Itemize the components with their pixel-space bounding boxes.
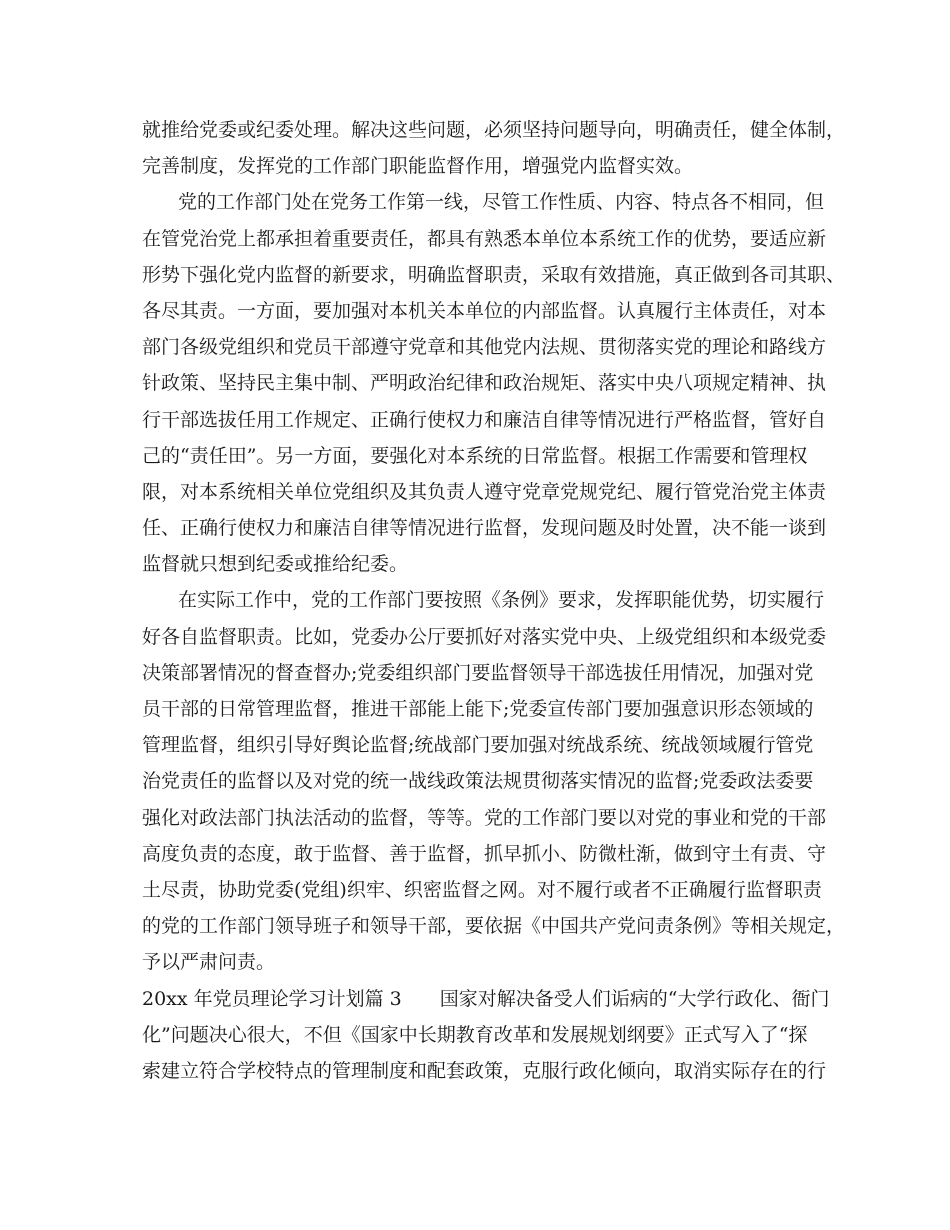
text-line: 任、正确行使权力和廉洁自律等情况进行监督，发现问题及时处置，决不能一谈到 [142,517,827,540]
text-line: 化”问题决心很大，不但《国家中长期教育改革和发展规划纲要》正式写入了“探 [142,1023,808,1046]
text-line: 己的“责任田”。另一方面，要强化对本系统的日常监督。根据工作需要和管理权 [142,444,808,467]
text-line: 高度负责的态度，敢于监督、善于监督，抓早抓小、防微杜渐，做到守土有责、守 [142,842,827,865]
text-line: 限，对本系统相关单位党组织及其负责人遵守党章党规党纪、履行管党治党主体责 [142,480,827,503]
text-line: 形势下强化党内监督的新要求，明确监督职责，采取有效措施，真正做到各司其职、 [142,263,846,286]
text-line: 治党责任的监督以及对党的统一战线政策法规贯彻落实情况的监督;党委政法委要 [142,770,814,793]
text-line: 好各自监督职责。比如，党委办公厅要抓好对落实党中央、上级党组织和本级党委 [142,625,827,648]
text-line: 索建立符合学校特点的管理制度和配套政策，克服行政化倾向，取消实际存在的行 [142,1059,827,1082]
section-heading-line: 20xx 年党员理论学习计划篇 3 国家对解决备受人们诟病的“大学行政化、衙门 [142,987,830,1010]
text-line: 管理监督，组织引导好舆论监督;统战部门要加强对统战系统、统战领域履行管党 [142,734,814,757]
text-line: 强化对政法部门执法活动的监督，等等。党的工作部门要以对党的事业和党的干部 [142,806,827,829]
text-line: 行干部选拔任用工作规定、正确行使权力和廉洁自律等情况进行严格监督，管好自 [142,408,827,431]
text-line: 就推给党委或纪委处理。解决这些问题，必须坚持问题导向，明确责任，健全体制， [142,119,846,141]
text-line: 各尽其责。一方面，要加强对本机关本单位的内部监督。认真履行主体责任，对本 [142,299,827,322]
text-line: 的党的工作部门领导班子和领导干部，要依据《中国共产党问责条例》等相关规定， [142,915,846,938]
text-line: 决策部署情况的督查督办;党委组织部门要监督领导干部选拔任用情况，加强对党 [142,661,814,684]
paragraph-start-line: 在实际工作中，党的工作部门要按照《条例》要求，发挥职能优势，切实履行 [178,589,825,612]
text-line: 部门各级党组织和党员干部遵守党章和其他党内法规、贯彻落实党的理论和路线方 [142,336,827,359]
text-line: 土尽责，协助党委(党组)织牢、织密监督之网。对不履行或者不正确履行监督职责 [142,878,822,901]
text-line: 予以严肃问责。 [142,951,276,974]
text-line: 完善制度，发挥党的工作部门职能监督作用，增强党内监督实效。 [142,155,694,178]
body-text [142,112,846,1089]
text-line: 员干部的日常管理监督，推进干部能上能下;党委宣传部门要加强意识形态领域的 [142,698,814,720]
paragraph-start-line: 党的工作部门处在党务工作第一线，尽管工作性质、内容、特点各不相同，但 [178,191,825,214]
text-line: 监督就只想到纪委或推给纪委。 [142,553,409,576]
text-line: 在管党治党上都承担着重要责任，都具有熟悉本单位本系统工作的优势，要适应新 [142,227,827,250]
text-line: 针政策、坚持民主集中制、严明政治纪律和政治规矩、落实中央八项规定精神、执 [142,372,827,395]
